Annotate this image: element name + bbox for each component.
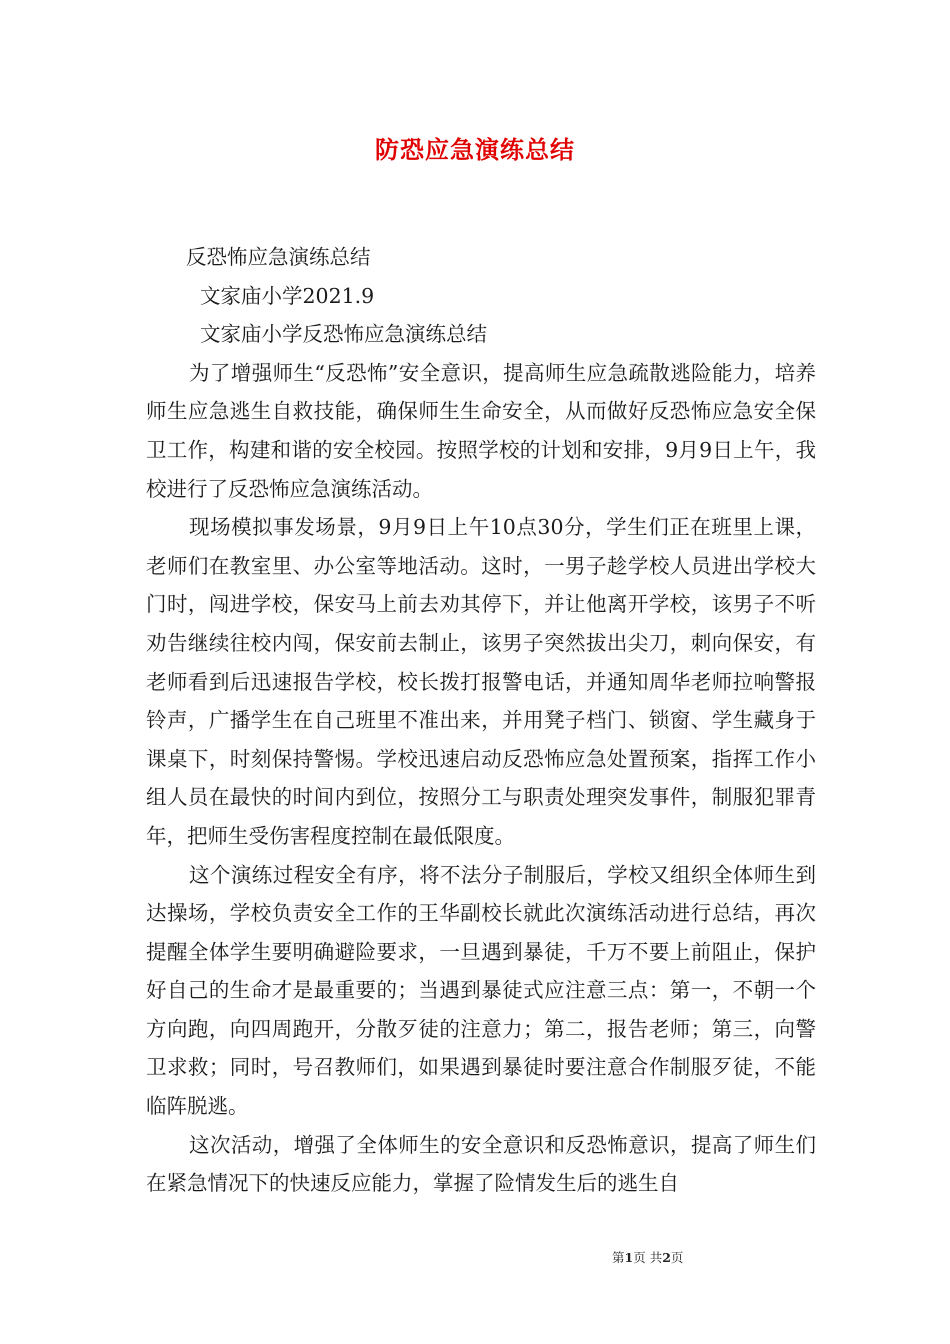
- footer-prefix: 第: [612, 1250, 625, 1265]
- footer-middle: 页 共: [633, 1250, 663, 1265]
- footer-current-page: 1: [624, 1250, 634, 1265]
- paragraph-3: 这个演练过程安全有序，将不法分子制服后，学校又组织全体师生到达操场，学校负责安全工作的王华副校长就此次演练活动进行总结，再次提醒全体学生要明确避险要求，一旦遇到暴徒，千万不要上前阻止，保护好自己的生命才是最重要的；当遇到暴徒式应注意三点：第一，不朝一个方向跑，向四周跑开，分散歹徒的注意力；第二，报告老师；第三，向警卫求救；同时，号召教师们，如果遇到暴徒时要注意合作制服歹徒，不能临阵脱逃。: [146, 862, 816, 1119]
- paragraph-2: 现场模拟事发场景，9月9日上午10点30分，学生们正在班里上课，老师们在教室里、办公室等地活动。这时，一男子趁学校人员进出学校大门时，闯进学校，保安马上前去劝其停下，并让他离开学校，该男子不听劝告继续往校内闯，保安前去制止，该男子突然拔出尖刀，刺向保安，有老师看到后迅速报告学校，校长拨打报警电话，并通知周华老师拉响警报铃声，广播学生在自己班里不准出来，并用凳子档门、锁窗、学生藏身于课桌下，时刻保持警惕。学校迅速启动反恐怖应急处置预案，指挥工作小组人员在最快的时间内到位，按照分工与职责处理突发事件，制服犯罪青年，把师生受伤害程度控制在最低限度。: [146, 515, 816, 848]
- heading-line: 文家庙小学反恐怖应急演练总结: [200, 322, 487, 347]
- document-title: 防恐应急演练总结: [375, 135, 575, 164]
- footer-total-pages: 2: [662, 1250, 671, 1265]
- subtitle-line: 反恐怖应急演练总结: [186, 245, 371, 269]
- document-body: [146, 238, 816, 1203]
- footer-suffix: 页: [670, 1250, 684, 1265]
- paragraph-4: 这次活动，增强了全体师生的安全意识和反恐怖意识，提高了师生们在紧急情况下的快速反应能力，掌握了险情发生后的逃生自: [146, 1132, 816, 1196]
- school-line: 文家庙小学2021.9: [200, 283, 375, 308]
- paragraph-1: 为了增强师生“反恐怖”安全意识，提高师生应急疏散逃险能力，培养师生应急逃生自救技能，确保师生生命安全，从而做好反恐怖应急安全保卫工作，构建和谐的安全校园。按照学校的计划和安排，9月9日上午，我校进行了反恐怖应急演练活动。: [146, 360, 816, 501]
- page-footer: [0, 1248, 950, 1266]
